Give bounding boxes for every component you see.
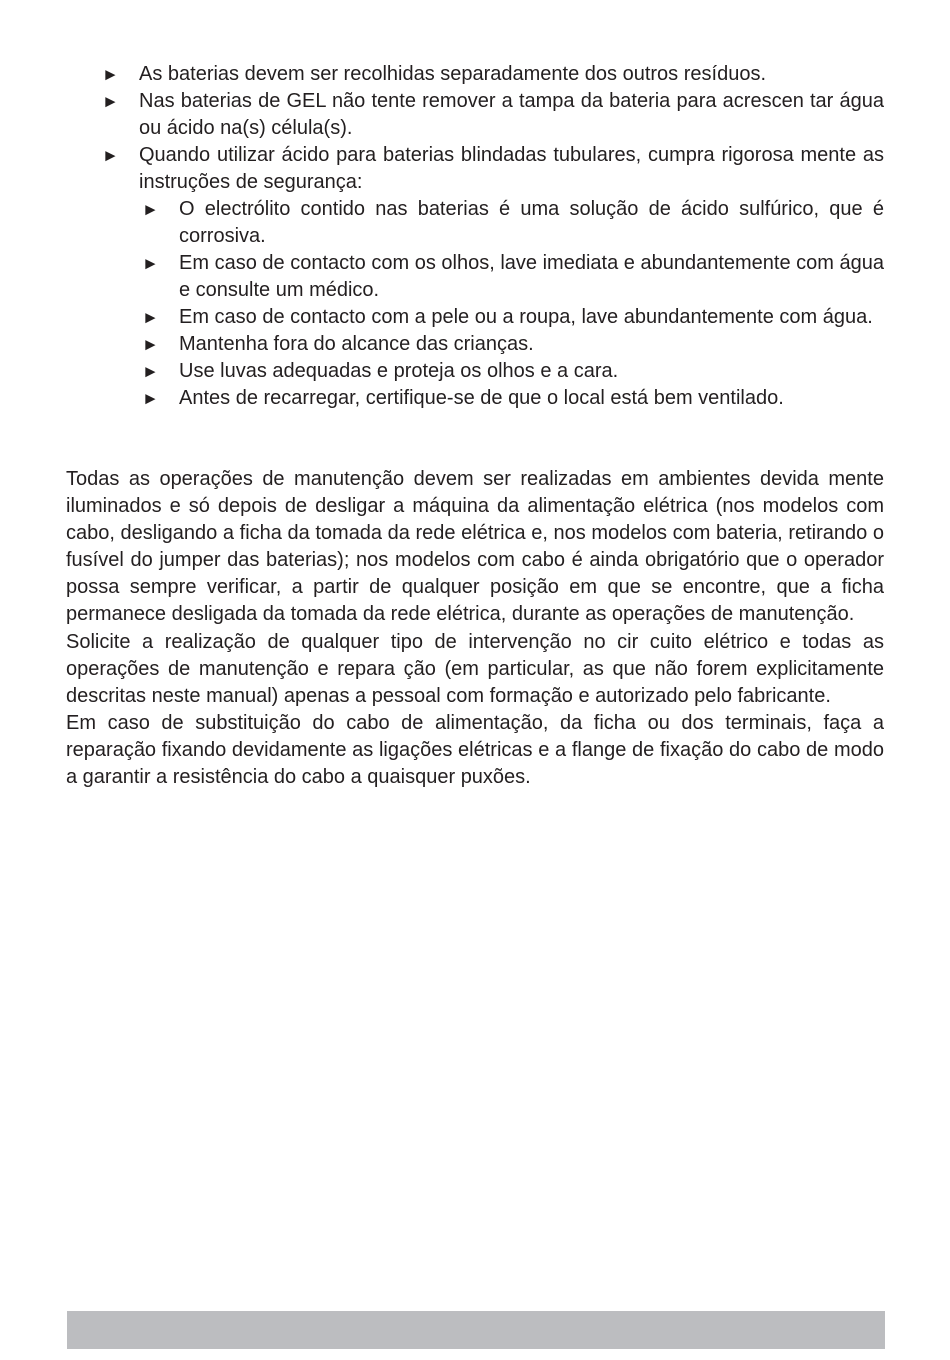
sub-bullet-text: Em caso de contacto com a pele ou a roupa, lave abundantemente com água. bbox=[179, 306, 873, 328]
repair-request-paragraph: Solicite a realização de qualquer tipo de intervenção no cir cuito elétrico e todas as operações de manutenção e repara ção (em particular, as que não forem explicitamente descritas neste manual) apenas a pessoal com formação e autorizado pelo fabricante. bbox=[66, 630, 884, 707]
bullet-arrow-icon: ► bbox=[142, 200, 159, 219]
sub-bullet-item bbox=[142, 196, 884, 250]
bullet-item bbox=[102, 88, 884, 142]
sub-bullet-text: Em caso de contacto com os olhos, lave imediata e abundantemente com água e consulte um médico. bbox=[179, 252, 884, 301]
bullet-item bbox=[102, 61, 884, 88]
sub-bullet-item bbox=[142, 304, 884, 331]
bullet-arrow-icon: ► bbox=[102, 146, 119, 165]
sub-bullet-item bbox=[142, 250, 884, 304]
bullet-text: Quando utilizar ácido para baterias blindadas tubulares, cumpra rigorosa mente as instruções de segurança: bbox=[139, 144, 884, 193]
bullet-arrow-icon: ► bbox=[142, 254, 159, 273]
sub-bullet-item bbox=[142, 385, 884, 412]
bullet-arrow-icon: ► bbox=[142, 335, 159, 354]
bullet-arrow-icon: ► bbox=[142, 389, 159, 408]
bullet-arrow-icon: ► bbox=[102, 92, 119, 111]
acid-safety-sub-list bbox=[139, 196, 884, 412]
sub-bullet-text: Antes de recarregar, certifique-se de que o local está bem ventilado. bbox=[179, 387, 784, 409]
sub-bullet-item bbox=[142, 358, 884, 385]
bullet-text: Nas baterias de GEL não tente remover a tampa da bateria para acrescen tar água ou ácido na(s) célula(s). bbox=[139, 90, 884, 139]
safety-bullet-list bbox=[102, 61, 884, 412]
maintenance-paragraph: Todas as operações de manutenção devem ser realizadas em ambientes devida mente iluminados e só depois de desligar a máquina da alimentação elétrica (nos modelos com cabo, desligando a ficha da tomada da rede elétrica e, nos modelos com bateria, retirando o fusível do jumper das baterias); nos modelos com cabo é ainda obrigatório que o operador possa sempre verificar, a partir de qualquer posição em que se encontre, que a ficha permanece desligada da tomada da rede elétrica, durante as operações de manutenção. bbox=[66, 468, 884, 626]
sub-bullet-text: Use luvas adequadas e proteja os olhos e a cara. bbox=[179, 360, 619, 382]
sub-bullet-text: Mantenha fora do alcance das crianças. bbox=[179, 333, 534, 355]
bullet-arrow-icon: ► bbox=[102, 65, 119, 84]
sub-bullet-item bbox=[142, 331, 884, 358]
bullet-arrow-icon: ► bbox=[142, 362, 159, 381]
maintenance-text-block bbox=[66, 466, 884, 791]
bullet-arrow-icon: ► bbox=[142, 308, 159, 327]
sub-bullet-text: O electrólito contido nas baterias é uma solução de ácido sulfúrico, que é corrosiva. bbox=[179, 198, 884, 247]
bullet-text: As baterias devem ser recolhidas separadamente dos outros resíduos. bbox=[139, 63, 767, 85]
cable-replacement-paragraph: Em caso de substituição do cabo de alimentação, da ficha ou dos terminais, faça a reparação fixando devidamente as ligações elétricas e a flange de fixação do cabo de modo a garantir a resistência do cabo a quaisquer puxões. bbox=[66, 711, 884, 789]
bullet-item bbox=[102, 142, 884, 412]
footer-bar bbox=[67, 1311, 885, 1349]
